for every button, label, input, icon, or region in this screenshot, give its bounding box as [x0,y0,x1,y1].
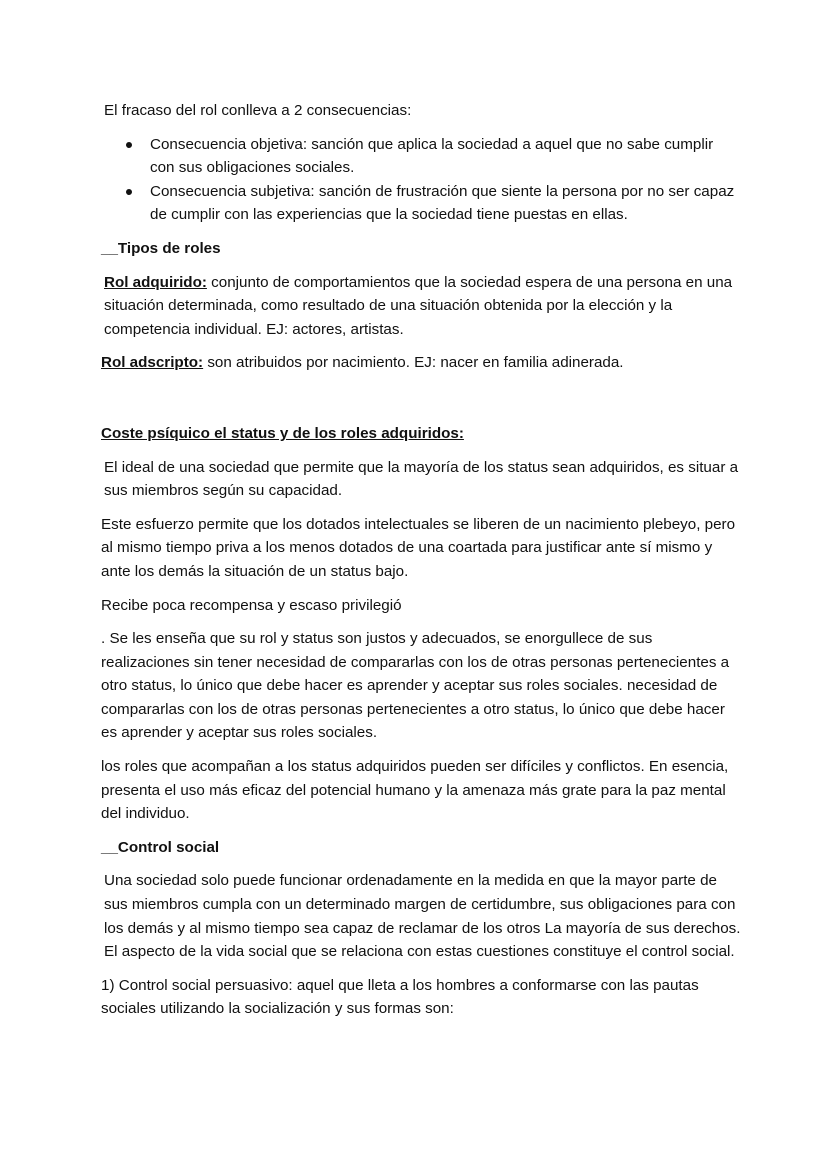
paragraph-coste-5: los roles que acompañan a los status adquiridos pueden ser difíciles y conflictos. En esencia, presenta el uso más eficaz del potencial humano y la amenaza más grate para la paz mental del individuo. [101,758,729,823]
definition-rol-adscripto: son atribuidos por nacimiento. EJ: nacer en familia adinerada. [203,354,624,372]
paragraph-coste-2: Este esfuerzo permite que los dotados intelectuales se liberen de un nacimiento plebeyo, pero al mismo tiempo priva a los menos dotados de una coartada para justificar ante sí mismo y ante los demás la situación de un status bajo. [101,515,736,580]
paragraph-rol-adscripto [101,351,741,375]
section-spacer [101,385,741,422]
list-item-subjective-consequence: Consecuencia subjetiva: sanción de frustración que siente la persona por no ser capaz de cumplir con las experiencias que la sociedad tiene puestas en ellas. [101,180,741,227]
paragraph-coste-4: . Se les enseña que su rol y status son justos y adecuados, se enorgullece de sus realizaciones sin tener necesidad de compararlas con los de otras personas pertenecientes a otro status, lo único que debe hacer es aprender y aceptar sus roles sociales. necesidad de compararlas con los de otras personas pertenecientes a otro status, lo único que debe hacer es aprender y aceptar sus roles sociales. [101,630,730,742]
definition-rol-adquirido: conjunto de comportamientos que la sociedad espera de una persona en una situación determinada, como resultado de una situación obtenida por la elección y la competencia individual. EJ: actores, artistas. [104,273,733,338]
section-heading-coste-psiquico: Coste psíquico el status y de los roles adquiridos: [101,424,464,442]
consequences-list [101,133,741,227]
paragraph-control-1: Una sociedad solo puede funcionar ordenadamente en la medida en que la mayor parte de sus miembros cumpla con un determinado margen de certidumbre, sus obligaciones para con los demás y al mismo tiempo sea capaz de reclamar de los otros La mayoría de sus derechos. El aspecto de la vida social que se relaciona con estas cuestiones constituye el control social. [104,872,741,961]
list-item-objective-consequence: Consecuencia objetiva: sanción que aplica la sociedad a aquel que no sabe cumplir con sus obligaciones sociales. [101,133,741,180]
paragraph-control-2: 1) Control social persuasivo: aquel que lleta a los hombres a conformarse con las pautas sociales utilizando la socialización y sus formas son: [101,976,699,1018]
section-heading-control-social: __Control social [101,838,220,856]
paragraph-coste-1: El ideal de una sociedad que permite que la mayoría de los status sean adquiridos, es situar a sus miembros según su capacidad. [104,458,739,500]
term-rol-adquirido: Rol adquirido: [104,273,207,291]
paragraph-rol-adquirido [101,271,741,342]
term-rol-adscripto: Rol adscripto: [101,354,204,372]
paragraph-coste-3: Recibe poca recompensa y escaso privilegió [101,596,402,614]
intro-paragraph: El fracaso del rol conlleva a 2 consecuencias: [104,102,412,119]
document-body [101,99,741,1031]
section-heading-tipos-de-roles: __Tipos de roles [101,239,221,257]
